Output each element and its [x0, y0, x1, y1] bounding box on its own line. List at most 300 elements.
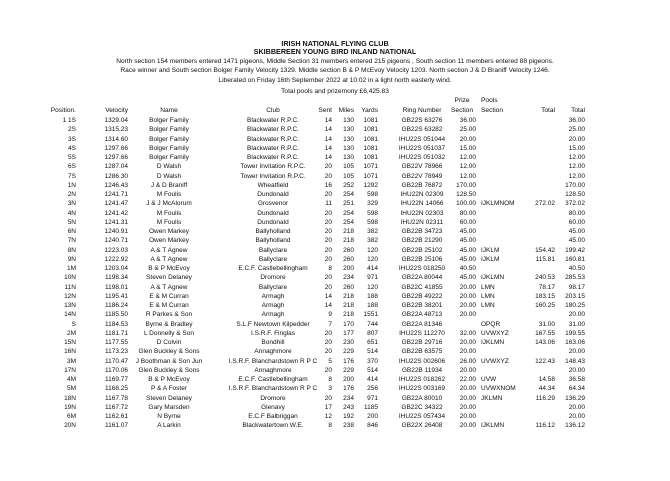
race-title: SKIBBEREEN YOUNG BIRD INLAND NATIONAL: [253, 47, 417, 57]
cell-pools-section: IJKLMN: [481, 339, 505, 346]
cell-pools-section: LMN: [481, 283, 495, 291]
cell-pools-total: 115.81: [535, 255, 555, 263]
cell-pools-total: 160.25: [535, 302, 555, 309]
cell-prize-section: 100.00: [456, 200, 476, 208]
cell-sent: 14: [324, 117, 332, 124]
cell-position: 3N: [67, 200, 76, 208]
cell-velocity: 1168.25: [104, 385, 128, 393]
cell-club: I.S.R.F. Blanchardstown R P C: [228, 385, 318, 393]
cell-club: Ballyholland: [255, 228, 291, 235]
cell-velocity: 1240.91: [104, 228, 128, 235]
cell-pools-section: IJKLM: [481, 246, 500, 254]
table-row: [0, 273, 670, 282]
cell-name: D Colvin: [156, 339, 182, 346]
cell-position: 10N: [64, 274, 76, 282]
cell-velocity: 1170.06: [104, 366, 128, 374]
cell-sent: 20: [324, 172, 332, 180]
cell-ring-number: IHU22S 018250: [398, 265, 446, 272]
cell-name: Steven Delaney: [146, 394, 192, 402]
cell-yards: 382: [367, 228, 378, 235]
cell-ring-number: IHU22N 14066: [400, 200, 444, 208]
cell-grand-total: 20.00: [568, 403, 585, 411]
cell-ring-number: IHU22N 02309: [400, 191, 444, 198]
cell-position: 1N: [67, 181, 76, 189]
cell-prize-section: 12.00: [459, 163, 476, 171]
cell-velocity: 1241.31: [104, 218, 128, 226]
cell-ring-number: GB22B 38201: [401, 302, 443, 309]
cell-sent: 16: [324, 181, 332, 189]
cell-name: B & P McEvoy: [148, 265, 190, 272]
cell-velocity: 1185.50: [104, 311, 128, 319]
cell-club: I.S.R.F. Blanchardstown R P C: [228, 357, 318, 365]
cell-ring-number: GB22B 21290: [401, 237, 443, 245]
cell-club: E.C.F. Castlebellingham: [238, 265, 308, 272]
cell-yards: 1081: [363, 126, 378, 134]
cell-grand-total: 20.00: [568, 366, 585, 374]
cell-name: L Donnelly & Son: [144, 329, 194, 337]
cell-yards: 329: [367, 200, 378, 208]
cell-yards: 744: [367, 320, 378, 328]
cell-prize-section: 32.00: [459, 329, 476, 337]
cell-yards: 188: [367, 292, 378, 300]
cell-club: Blackwater R.P.C.: [247, 117, 299, 124]
cell-ring-number: IHU22S 051044: [398, 135, 446, 143]
cell-sent: 8: [328, 422, 332, 430]
cell-sent: 3: [328, 385, 332, 393]
cell-club: Annaghmore: [254, 348, 292, 356]
cell-ring-number: GB22B 25102: [401, 246, 443, 254]
table-row: [0, 209, 670, 218]
table-row: [0, 292, 670, 301]
cell-sent: 20: [324, 274, 332, 282]
cell-yards: 1185: [364, 403, 378, 411]
table-row: [0, 264, 670, 273]
column-header-grand-total: Total: [571, 107, 585, 114]
cell-position: 5M: [66, 385, 76, 393]
cell-prize-section: 36.00: [459, 117, 476, 124]
cell-miles: 243: [343, 403, 354, 411]
cell-miles: 238: [343, 422, 354, 430]
cell-prize-section: 45.00: [459, 237, 476, 245]
cell-club: E.C.F Balbriggan: [248, 413, 298, 420]
cell-yards: 120: [367, 246, 378, 254]
cell-name: Byrne & Bradley: [145, 320, 193, 328]
cell-position: 5S: [68, 154, 76, 161]
cell-club: Armagh: [261, 292, 285, 300]
cell-position: 2S: [68, 126, 76, 134]
cell-name: Owen Markey: [148, 237, 190, 245]
column-header-miles: Miles: [338, 107, 354, 114]
cell-prize-section: 25.00: [459, 126, 476, 134]
cell-yards: 200: [367, 413, 378, 420]
cell-yards: 514: [367, 366, 378, 374]
cell-miles: 254: [343, 191, 354, 198]
cell-grand-total: 128.50: [565, 191, 585, 198]
cell-pools-total: 122.43: [535, 357, 555, 365]
cell-ring-number: GB22B 25106: [401, 255, 443, 263]
cell-position: 13N: [64, 302, 76, 309]
cell-prize-section: 12.00: [459, 172, 476, 180]
cell-yards: 598: [367, 218, 378, 226]
cell-velocity: 1162.61: [104, 413, 128, 420]
cell-club: Wheatfield: [257, 181, 289, 189]
cell-yards: 651: [367, 339, 378, 346]
cell-grand-total: 25.00: [568, 126, 585, 134]
cell-ring-number: GB22B 34723: [401, 228, 443, 235]
cell-prize-section: 20.00: [459, 403, 476, 411]
cell-sent: 20: [324, 163, 332, 171]
cell-name: M Foulis: [156, 191, 182, 198]
cell-pools-section: UVW: [481, 376, 497, 383]
cell-pools-total: 116.12: [535, 422, 555, 430]
cell-miles: 254: [343, 209, 354, 217]
cell-pools-section: IJKLM: [481, 255, 500, 263]
club-title: IRISH NATIONAL FLYING CLUB: [281, 39, 389, 48]
cell-yards: 1081: [363, 144, 378, 152]
cell-grand-total: 136.29: [565, 394, 585, 402]
column-header-prize-section: Section: [451, 107, 473, 114]
cell-name: M Foulis: [156, 209, 182, 217]
cell-ring-number: IHU22S 112270: [399, 329, 445, 337]
table-row: [0, 116, 670, 125]
cell-sent: 14: [324, 135, 332, 143]
column-header-yards: Yards: [361, 107, 378, 114]
cell-velocity: 1184.53: [104, 320, 128, 328]
cell-pools-section: IJKLMN: [481, 274, 505, 282]
cell-sent: 9: [328, 311, 332, 319]
cell-club: Grosvenor: [257, 200, 289, 208]
cell-grand-total: 31.00: [568, 320, 585, 328]
cell-position: 1M: [66, 265, 76, 272]
cell-prize-section: 20.00: [459, 135, 476, 143]
cell-grand-total: 36.00: [568, 117, 585, 124]
cell-sent: 20: [324, 329, 332, 337]
cell-sent: 14: [324, 126, 332, 134]
cell-sent: 20: [324, 209, 332, 217]
cell-position: 7N: [67, 237, 76, 245]
cell-velocity: 1173.23: [104, 348, 128, 356]
cell-ring-number: GB22B 76872: [401, 181, 443, 189]
table-row: [0, 375, 670, 384]
cell-sent: 8: [328, 376, 332, 383]
cell-club: Ballyclare: [258, 255, 288, 263]
cell-position: 7S: [68, 172, 76, 180]
cell-prize-section: 15.00: [459, 144, 476, 152]
results-header: [0, 40, 670, 96]
table-row: [0, 218, 670, 227]
section-winners-summary: Race winner and South section Bolger Family Velocity 1329. Middle section B & P McEvoy Velocity 1203. North section J & D Braniff Velocity 1246.: [120, 67, 550, 74]
cell-pools-section: UVWXYZ: [481, 357, 509, 365]
cell-grand-total: 12.00: [568, 172, 585, 180]
cell-name: R Parkes & Son: [145, 311, 193, 319]
cell-yards: 188: [367, 302, 378, 309]
cell-miles: 234: [343, 394, 354, 402]
cell-pools-total: 272.02: [535, 200, 555, 208]
cell-sent: 11: [325, 200, 332, 208]
table-row: [0, 338, 670, 347]
results-table-body: [0, 116, 670, 431]
table-row: [0, 394, 670, 403]
cell-club: Glenavy: [261, 403, 285, 411]
table-row: [0, 357, 670, 366]
cell-miles: 229: [343, 366, 354, 374]
cell-pools-total: 143.06: [535, 339, 555, 346]
cell-velocity: 1181.71: [104, 329, 128, 337]
cell-name: A & T Agnew: [150, 283, 188, 291]
cell-yards: 598: [367, 209, 378, 217]
cell-grand-total: 163.06: [565, 339, 585, 346]
table-row: [0, 236, 670, 245]
cell-position: 14N: [64, 311, 76, 319]
cell-sent: 5: [328, 357, 332, 365]
cell-miles: 218: [343, 302, 354, 309]
cell-miles: 177: [343, 329, 354, 337]
cell-club: Dromore: [260, 274, 286, 282]
cell-pools-section: LMN: [481, 292, 495, 300]
cell-sent: 20: [324, 237, 332, 245]
cell-velocity: 1315.23: [104, 126, 128, 134]
cell-pools-total: 116.29: [535, 394, 555, 402]
cell-club: Blackwater R.P.C.: [247, 126, 299, 134]
cell-miles: 230: [343, 339, 354, 346]
cell-prize-section: 45.00: [459, 246, 476, 254]
table-row: [0, 255, 670, 264]
cell-grand-total: 199.55: [565, 329, 585, 337]
cell-velocity: 1167.72: [104, 403, 128, 411]
cell-club: I.S.R.F. Finglas: [250, 329, 296, 337]
cell-club: Armagh: [261, 302, 285, 309]
cell-club: S.L.F Newtown Kilpedder: [236, 320, 310, 328]
cell-miles: 252: [343, 181, 354, 189]
cell-club: Armagh: [261, 311, 285, 319]
cell-grand-total: 20.00: [568, 413, 585, 420]
table-row: [0, 310, 670, 319]
cell-miles: 260: [343, 283, 354, 291]
cell-pools-section: OPQR: [481, 320, 501, 328]
cell-position: 18N: [64, 394, 76, 402]
cell-grand-total: 180.25: [565, 302, 585, 309]
cell-name: N Byrne: [157, 413, 181, 420]
cell-position: 15N: [64, 339, 76, 346]
cell-ring-number: GB22B 29716: [401, 339, 443, 346]
cell-prize-section: 45.00: [459, 228, 476, 235]
cell-sent: 20: [324, 228, 332, 235]
cell-prize-section: 22.00: [459, 376, 476, 383]
cell-sent: 14: [324, 154, 332, 161]
cell-club: Ballyclare: [258, 283, 288, 291]
cell-name: Bolger Family: [149, 144, 189, 152]
cell-prize-section: 170.00: [456, 181, 476, 189]
cell-pools-total: 240.53: [535, 274, 555, 282]
column-header-sent: Sent: [318, 107, 332, 114]
cell-sent: 14: [324, 144, 332, 152]
cell-yards: 598: [367, 191, 378, 198]
cell-velocity: 1170.47: [104, 357, 128, 365]
cell-name: Bolger Family: [149, 117, 189, 124]
cell-yards: 120: [367, 255, 378, 263]
cell-yards: 370: [367, 357, 378, 365]
cell-ring-number: GB22A 80044: [401, 274, 443, 282]
table-row: [0, 227, 670, 236]
cell-name: Glen Buckley & Sons: [138, 366, 200, 374]
table-row: [0, 162, 670, 171]
cell-velocity: 1169.77: [104, 376, 128, 383]
cell-pools-section: UVWXNOM: [481, 385, 516, 393]
cell-miles: 251: [343, 200, 354, 208]
cell-sent: 14: [324, 302, 332, 309]
cell-miles: 260: [343, 255, 354, 263]
cell-velocity: 1167.78: [104, 394, 128, 402]
cell-velocity: 1203.04: [104, 265, 128, 272]
cell-name: E & M Curran: [149, 302, 189, 309]
cell-pools-total: 31.00: [538, 320, 555, 328]
cell-grand-total: 12.00: [568, 154, 585, 161]
cell-velocity: 1286.30: [104, 172, 128, 180]
cell-club: E.C.F. Castlebellingham: [238, 376, 308, 383]
cell-sent: 20: [324, 339, 332, 346]
cell-sent: 20: [324, 218, 332, 226]
cell-miles: 176: [343, 385, 354, 393]
cell-miles: 192: [343, 413, 354, 420]
cell-velocity: 1222.92: [104, 255, 128, 263]
cell-sent: 8: [328, 265, 332, 272]
cell-sent: 20: [324, 191, 332, 198]
cell-pools-total: 154.42: [535, 246, 555, 254]
cell-prize-section: 40.50: [459, 265, 476, 272]
cell-prize-section: 128.50: [456, 191, 476, 198]
cell-position: 2N: [67, 191, 76, 198]
cell-prize-section: 20.00: [459, 366, 476, 374]
cell-ring-number: IHU22S 018262: [398, 376, 446, 383]
cell-yards: 1081: [363, 135, 378, 143]
cell-velocity: 1240.71: [104, 237, 128, 245]
cell-name: J & J McAlorum: [146, 200, 192, 208]
cell-position: 11N: [64, 283, 76, 291]
cell-position: 19N: [64, 403, 76, 411]
cell-position: 17N: [64, 366, 76, 374]
cell-name: Steven Delaney: [146, 274, 192, 282]
cell-name: B & P McEvoy: [148, 376, 190, 383]
cell-position: S: [71, 320, 76, 328]
cell-club: Dundonald: [257, 209, 289, 217]
cell-velocity: 1246.43: [104, 181, 128, 189]
column-header-name: Name: [160, 107, 178, 114]
cell-name: A & T Agnew: [150, 255, 188, 263]
cell-miles: 229: [343, 348, 354, 356]
table-row: [0, 144, 670, 153]
cell-prize-section: 20.00: [459, 292, 476, 300]
cell-prize-section: 20.00: [459, 413, 476, 420]
cell-yards: 1071: [363, 172, 378, 180]
cell-yards: 120: [367, 283, 378, 291]
cell-grand-total: 20.00: [568, 348, 585, 356]
cell-pools-total: 14.58: [538, 376, 555, 383]
cell-ring-number: GB22V 78949: [401, 172, 443, 180]
cell-yards: 414: [367, 376, 378, 383]
cell-club: Dundonald: [257, 191, 289, 198]
cell-yards: 256: [367, 385, 378, 393]
cell-ring-number: GB22B 11934: [401, 366, 443, 374]
cell-yards: 1551: [363, 311, 378, 319]
cell-position: 16N: [64, 348, 76, 356]
cell-ring-number: GB22S 63276: [401, 117, 443, 124]
cell-name: A Larkin: [157, 422, 181, 430]
cell-miles: 218: [343, 228, 354, 235]
cell-yards: 971: [367, 274, 378, 282]
cell-prize-section: 20.00: [459, 385, 476, 393]
cell-ring-number: GB22V 78966: [401, 163, 443, 171]
cell-position: 4S: [68, 144, 76, 152]
entries-summary: North section 154 members entered 1471 pigeons, Middle Section 31 members entered 215 pigeons , South section 11 members entered 88 pigeons.: [116, 57, 554, 65]
cell-ring-number: GB22B 63575: [401, 348, 443, 356]
cell-ring-number: GB22A 81346: [401, 320, 443, 328]
cell-yards: 1292: [363, 181, 378, 189]
column-header-pools-section: Section: [481, 107, 503, 114]
cell-prize-section: 20.00: [459, 339, 476, 346]
cell-club: Tower Invitation R.P.C.: [240, 163, 306, 171]
cell-ring-number: GB22A 80010: [401, 394, 443, 402]
cell-prize-section: 45.00: [459, 274, 476, 282]
cell-position: 6M: [66, 413, 76, 420]
cell-grand-total: 199.42: [565, 246, 585, 254]
cell-velocity: 1186.24: [104, 302, 128, 309]
cell-pools-total: 78.17: [538, 283, 555, 291]
cell-pools-total: 183.15: [535, 292, 555, 300]
table-row: [0, 421, 670, 430]
cell-miles: 130: [343, 154, 354, 161]
cell-pools-section: IJKLMN: [481, 422, 505, 430]
cell-club: Dundonald: [257, 218, 289, 226]
cell-ring-number: GB22A 48713: [401, 311, 443, 319]
cell-name: J Boothman & Son Jun: [135, 357, 203, 365]
table-row: [0, 347, 670, 356]
column-header-position: Position.: [50, 107, 76, 114]
cell-yards: 846: [367, 422, 378, 430]
cell-position: 9N: [67, 255, 76, 263]
cell-ring-number: IHU22S 002606: [398, 357, 446, 365]
cell-name: Bolger Family: [149, 135, 189, 143]
results-table-header: [0, 97, 670, 117]
table-row: [0, 135, 670, 144]
cell-sent: 14: [324, 292, 332, 300]
cell-name: J & D Braniff: [150, 181, 188, 189]
cell-yards: 807: [367, 329, 378, 337]
table-row: [0, 190, 670, 199]
cell-name: Bolger Family: [149, 154, 189, 161]
cell-ring-number: GB22S 63282: [401, 126, 443, 134]
cell-miles: 200: [343, 265, 354, 272]
cell-grand-total: 20.00: [568, 135, 585, 143]
cell-miles: 170: [343, 320, 354, 328]
cell-miles: 200: [343, 376, 354, 383]
cell-grand-total: 203.15: [565, 292, 585, 300]
cell-club: Tower Invitation R.P.C.: [240, 172, 306, 180]
cell-sent: 17: [324, 403, 332, 411]
cell-velocity: 1297.66: [104, 154, 128, 161]
cell-name: Gary Marsden: [148, 403, 190, 411]
cell-position: 6S: [68, 163, 76, 171]
cell-prize-section: 26.00: [459, 357, 476, 365]
total-prize-info: Total pools and prizemony £6,425.83: [281, 87, 389, 95]
cell-sent: 12: [324, 413, 332, 420]
cell-name: D Walsh: [156, 172, 182, 180]
cell-grand-total: 136.12: [565, 422, 585, 430]
cell-miles: 130: [343, 117, 354, 124]
cell-club: Blackwater R.P.C.: [247, 144, 299, 152]
cell-velocity: 1287.04: [104, 163, 128, 171]
cell-grand-total: 80.00: [568, 209, 585, 217]
cell-prize-section: 20.00: [459, 311, 476, 319]
